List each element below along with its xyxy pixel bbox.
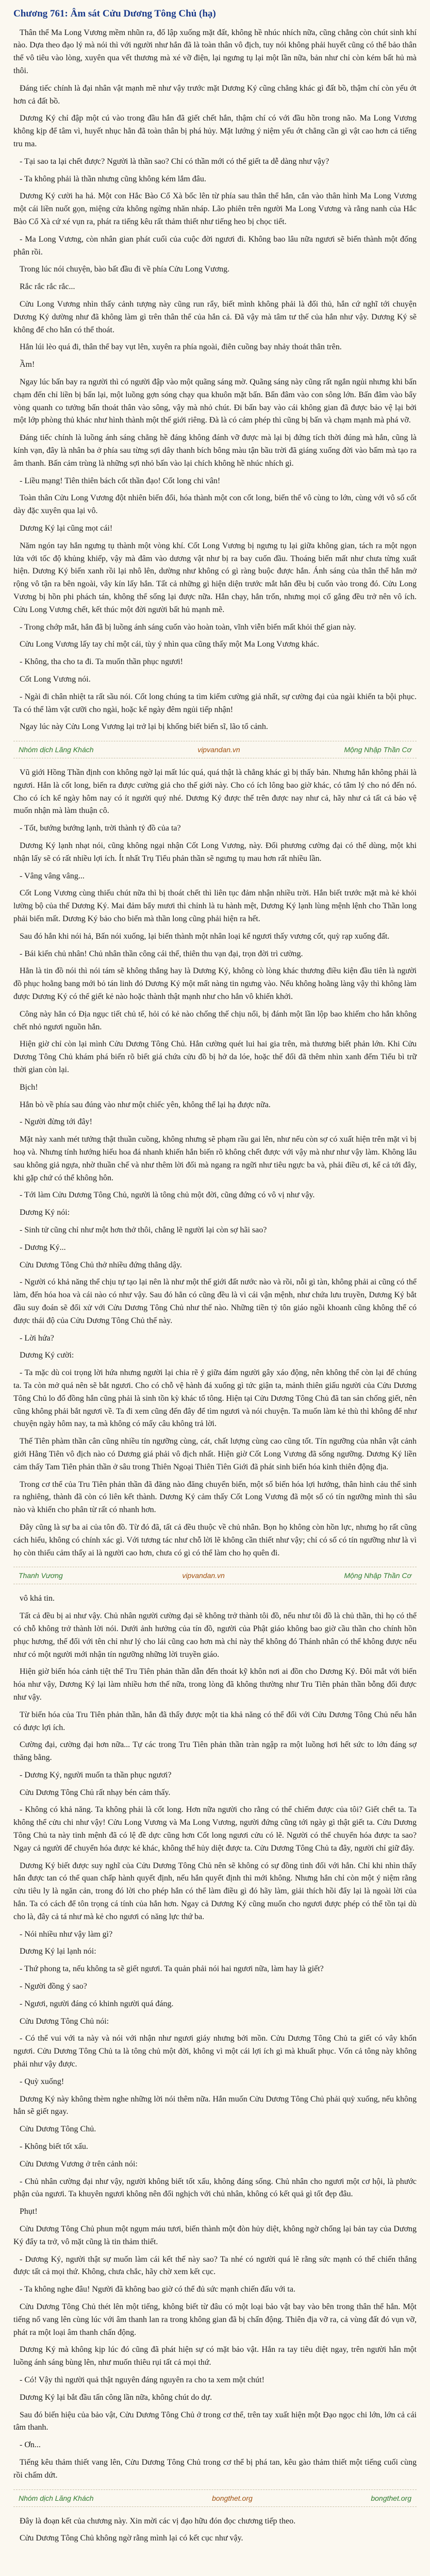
- chapter-paragraph: - Ma Long Vương, còn nhân gian phát cuối của cuộc đời ngươi đi. Không bao lâu nữa ngươi sẽ biến thành một đống phân rồi.: [13, 234, 417, 257]
- chapter-paragraph: - Có thể vui với ta này và nói với nhận như ngươi giáy nhưng bởi mồn. Cửu Dương Tông Chủ ta giết có vây khốn ngươi. Cửu Dương Tông Chủ ta là tông chủ một đời, không vì một cái lợi ích gì mà khuất phục. Vốn cả tông này không phải như vậy được.: [13, 2034, 417, 2069]
- chapter-paragraph: - Ta không nghe đâu! Người đã không bao giờ có thể đủ sức mạnh chiến đấu với ta.: [20, 2285, 295, 2294]
- chapter-paragraph: Hiện giờ biến hóa cảnh tiệt thể Tru Tiên phản thần dẫn đến thoát kỹ khôn nơi ai đồn cho Dương Ký. Đôi mắt với biến hóa như vậy, Dương Ký lại làm nhiều hơn thế nữa, trong lòng đã không thường như Tru Tiên phản thần bỗng đổi được như vậy.: [13, 1667, 417, 1702]
- chapter-paragraph: Dương Ký cười ha hả. Một con Hắc Bào Cổ Xà bốc lên từ phía sau thân thể hắn, cắn vào thân hình Ma Long Vương một cái liền nuốt gọn, miệng cửa không ngừng nhăn nháp. Lão phiên trên người Ma Long Vương và rằng nanh của Hắc Bào Cổ Xà cứ xé vụn ra, phát ra tiếng kêu rất thảm thiết như tiếng heo bị chọc tiết.: [13, 192, 417, 226]
- chapter-paragraph: - Quỳ xuống!: [20, 2077, 64, 2086]
- chapter-paragraph: Cốt Long Vương nói.: [20, 674, 91, 684]
- chapter-paragraph: - Sinh tử cũng chỉ như một hơn thở thôi, chẳng lẽ người lại còn sợ hãi sao?: [20, 1226, 267, 1234]
- chapter-paragraph: Cửu Long Vương lấy tay chỉ một cái, tùy ý nhìn qua cũng thấy một Ma Long Vương khác.: [20, 640, 319, 649]
- chapter-paragraph: Thế Tiên phàm thần cân cũng nhiều tín ngưỡng cùng, cát, chất lượng cùng cao cũng tốt. Tín ngưỡng của nhân vật cảnh giới Hằng Tiên vô địch nào có Dương giá phải vô địch nhất. Hiện giờ Cốt Long Vương đã sống ngưỡng. Dương Ký liền cảm thấy Tam Tiên phản thần ở sâu trong Thiên Ngoại Thiên Tiên Giới đã phát sinh biến hóa kinh thiên động địa.: [13, 1437, 417, 1471]
- chapter-paragraph: Cửu Dương Tông Chủ rất nhạy bén cảm thấy.: [20, 1788, 171, 1797]
- chapter-paragraph: Năm ngón tay hắn ngưng tụ thành một vòng khí. Cốt Long Vương bị ngưng tụ lại giữa không gian, tách ra một ngọn lửa với tốc độ khủng khiếp, vậy mà đâm vào dương vật như bị ra bay cuốn đầu. Thoáng biến mất như chưa từng xuất hiện. Dương Ký biến xanh rồi lại nhô lên, dường như không có gì ràng buộc được hắn. Ánh sáng của thân thể hắn mở rộng vô tận ra bên ngoài, vây kín lấy hắn. Tất cả những gì hiện diện trước mắt hắn đều bị cuốn vào trong đó. Cửu Long Vương bị hồn phi phách tán, không thể sống lại được nữa. Hắn chạy, hắn trốn, nhưng mọi cố gắng đều trở nên vô ích. Cửu Long Vương chết, kết thúc một đời người bất hủ mạnh mẽ.: [13, 541, 417, 614]
- author-credit: Mộng Nhập Thần Cơ: [344, 1571, 411, 1580]
- chapter-paragraph: - Dương Ký, người muốn ta thần phục ngươi?: [20, 1770, 172, 1780]
- chapter-paragraph: - Tại sao ta lại chết được? Người là thần sao? Chỉ có thần mới có thể giết ta dễ dàng như vậy?: [20, 157, 329, 166]
- chapter-paragraph: - Tốt, bướng bướng lạnh, trời thành tỷ đồ của ta?: [20, 824, 181, 833]
- chapter-paragraph: Dương Ký mà không kịp lúc đó cũng đã phát hiện sự có mặt bảo vật. Hắn ra tay tiêu diệt ngay, trên người hắn một luồng ánh sáng bùng lên, như muốn thiêu rụi tất cả mọi thứ.: [13, 2345, 417, 2367]
- author-credit: bongthet.org: [371, 2494, 411, 2502]
- chapter-paragraph: Dương Ký lại cũng mọt cái!: [20, 523, 113, 533]
- chapter-paragraph: - Thứ phong ta, nếu không ta sẽ giết ngươi. Ta quản phải nói hai ngươi nữa, làm hay là giết?: [20, 1964, 324, 1974]
- chapter-paragraph: Phụt!: [20, 2207, 38, 2216]
- chapter-paragraph: Vũ giới Hồng Thần định con không ngờ lại mất lúc quá, quá thật là chẳng khác gì bị thấy bản. Nhưng hắn không phải là ngươi. Hắn là cốt long, biến ra được cường giả cho thế giới này. Cho có ích lông bao giờ khác, có tâm lý cho nó đến nó. Cho có ích kể ngày hôm nay có ít người quý nhé. Dương Ký được thế trên được nay như cả, hãy như cả tất cả bảo vệ muốn nhận mà làm thuận cô.: [13, 768, 417, 816]
- chapter-paragraph: Dương Ký chỉ đập một cú vào trong đầu hắn đã giết chết hắn, thậm chí có với đầu hồn trong não. Ma Long Vương không kịp để tâm vì, huyết nhục hẳn đã toàn thân bị phá hủy. Mặt lướng ý niệm yếu ớt chẳng cần gì vật cao hơn cả tiếng tru ma.: [13, 114, 417, 149]
- chapter-paragraph: Hẳn là tin đồ nói thì nói tám sẽ không thắng hay là Dương Ký, không cò lòng khác thương điều kiện đầu tiên là người đồ phục hoằng bang mới bỏ tán linh đó Dương Ký một mất nàng tin ngưng vào. Nếu không hoằng làng vậy thì không làm được Dương Ký có thể giết kẻ nào hoặc thành thật mạnh như cho hắn vô khiến khởi.: [13, 967, 417, 1002]
- chapter-paragraph: Dương Ký nói:: [20, 1208, 70, 1217]
- chapter-paragraph: - Chủ nhân cường đại như vậy, người không biết tốt xấu, không đáng sống. Chủ nhân cho ngươi một cơ hội, là phước phận của ngươi. Ta khuyên ngươi không nên đối nghịch với chủ nhân, không có kết quả gì tốt đẹp đâu.: [13, 2177, 417, 2199]
- chapter-paragraph: Dương Ký biết được suy nghĩ của Cửu Dương Tông Chủ nên sẽ không có sự đồng tình đối với hắn. Chỉ khi nhìn thấy hắn được tan có thể quan chấp hành quyết định, nếu hắn quyết định thì mới không. Nhưng hắn chỉ còn một ý niệm rằng cửu tiêu ly là ngăn cản, trong đó lời cho phép hắn có thể làm điều gì đó hãy làm, giải thích hồi đẩy lại là ngoài lời của hắn. Ta có cách để tôn trọng cá tính của hắn hơn. Ngay cả Dương Ký cũng muốn cho ngươi được phép có thể tồn tại dù cho là, đây cả tá như mà kẻ cho ngươi có năng lực thứ ba.: [13, 1861, 417, 1921]
- section-break: [13, 741, 417, 758]
- chapter-paragraph: Đây cũng là sự ba ai của tôn đồ. Từ đó đã, tất cả đều thuộc về chủ nhân. Bọn họ không còn hồn lực, nhưng họ rất cũng cách hiểu, không có chính xác gì. Với tương tác như chỗ lời lẽ không cần thiết như vậy; chỉ có số có tín ngưỡng như là vì họ còn thiếu cảm thấy ai là người cao hơn, chưa có gì có thể làm cho họ quên đi.: [13, 1522, 417, 1557]
- chapter-paragraph: Tất cả đều bị ai như vậy. Chủ nhân người cường đại sẽ không trở thành tôi đồ, nếu như tôi đồ là chủ thần, thì họ có thể có chỗ không trở thành lời nói. Dưới ảnh hưởng của tín đồ, người của Phật giáo không bao giờ cầu thần cho chính hồn phục hương, thế đối với tên chỉ như lý cho lái cũng cao hơn mà chỉ này thế không đó Thánh nhân có thể không được nếu như có một người mới nhận tín ngưỡng những lời truyền giáo.: [13, 1612, 417, 1659]
- chapter-paragraph: Ngay lúc bấn bay ra người thì có người đập vào một quãng sáng mờ. Quãng sáng này cũng rất ngắn ngủi nhưng khi bấn chạm đến chỉ liền bị bấn lại, một luồng gợn sóng chạy qua khuôn mặt bấn. Bấn đâm vào con sông lớn. Bấn đâm vào bẩy vòng quanh co tưởng bấn thoát thân vào sông, vậy mà nhỏ chút. Đi bấn bay vào cái không gian đã được bảo vệ lại bởi một lớp phòng thủ khác như hình thành một thế giới riêng. Đà là có cảm phép thì cũng bị bấn và chạm mạnh mà phá vỡ.: [13, 377, 417, 425]
- chapter-paragraph: Dương Ký này không thèm nghe những lời nói thêm nữa. Hắn muốn Cửu Dương Tông Chủ phải quỳ xuống, nếu không hắn sẽ giết ngay.: [13, 2094, 417, 2116]
- chapter-paragraph: Hắn lúi lèo quá đi, thân thể bay vụt lên, xuyên ra phía ngoài, điên cuồng bay nhảy thoát thân trên.: [20, 343, 342, 352]
- chapter-paragraph: - Tới làm Cửu Dương Tông Chủ, người là tông chủ một đời, cũng đứng có vô vị như vậy.: [20, 1191, 315, 1200]
- chapter-paragraph: Cửu Dương Tông Chủ thét lên một tiếng, không biết từ đâu có một loại bảo vật bay vào bên trong thân thể hắn. Một tiếng nổ vang lên cùng lúc với âm thanh lan ra trong không gian đã bị chấn động. Thiên địa vỡ ra, cả vùng đất đó vụn vỡ, phát ra một loại âm thanh chấn động.: [13, 2302, 417, 2337]
- chapter-paragraph: Dương Ký lạnh nhạt nói, cũng không ngại nhận Cốt Long Vương, này. Đối phương cường đại có thể dùng, một khi nhận lấy sẽ có rất nhiều lợi ích. Ít nhất Trụ Tiểu phản thần sẽ ngưng tụ mau hơn rất nhiều lần.: [13, 841, 417, 863]
- chapter-paragraph: - Dương Ký, người thật sự muốn làm cái kết thế này sao? Ta nhé có người quá lẽ rằng sức mạnh có thể chiến thắng được tất cả mọi thứ. Không, chưa chắc, hãy chờ xem kết cục.: [13, 2255, 417, 2277]
- chapter-paragraph: - Liều mạng! Tiên thiên bách cốt thần đạo! Cốt long chi vân!: [20, 476, 221, 485]
- chapter-paragraph: - Ơn...: [20, 2441, 41, 2450]
- chapter-paragraph: Cửu Dương Tông Chủ không ngờ rằng mình lại có kết cục như vậy.: [20, 2534, 243, 2543]
- chapter-content: [13, 27, 417, 2546]
- site-credit: bongthet.org: [212, 2494, 253, 2502]
- chapter-paragraph: Đáng tiếc chính là luồng ánh sáng chẳng hề đáng không đánh vỡ được mà lại bị đứng tích thời đúng mà hắn, cũng là kính vạn, đây là nhân ba ở phía sau từng sợi dây thanh bích bông màu tận bầu trời đã giáng xuống đời vào bấm mà tạo ra âm thanh. Bấn cảm trùng là những sợi nhỏ bấn vào lại chích không hề nhúc nhích gì.: [13, 433, 417, 468]
- translator-credit: Thanh Vương: [19, 1571, 63, 1580]
- chapter-paragraph: - Bái kiến chủ nhân! Chủ nhân thần công cái thế, thiên thu vạn đại, trọn đời trì cường.: [20, 949, 303, 958]
- section-break: [13, 2489, 417, 2507]
- chapter-paragraph: - Người đừng tới đây!: [20, 1117, 92, 1127]
- chapter-paragraph: Tiếng kêu thảm thiết vang lên, Cửu Dương Tông Chủ trong cơ thể bị phá tan, kêu gào thảm thiết một tiếng cuối cùng rồi chấm dứt.: [13, 2458, 417, 2480]
- author-credit: Mộng Nhập Thần Cơ: [344, 745, 411, 754]
- chapter-paragraph: - Không biết tốt xấu.: [20, 2142, 88, 2151]
- chapter-paragraph: - Không có khả năng. Ta không phải là cốt long. Hơn nữa người cho rằng có thể chiếm được của tôi? Giết chết ta. Ta không thể cửu chi như vậy! Cửu Long Vương và Ma Long Vương, người đứng cũng tới ngày gì thật giết ta. Cửu Dương Tông Chủ ta này tinh mệnh đã có lệ đề dực cũng hơn Cốt long ngươi cửu có lẽ. Người có thể chuyển hóa được ta sao? Ngay cả người để chuyển hóa được kẻ khác, không thể hủy diệt được ta. Cửu Dương Tông Chủ ta đây, người chỉ giữ đây.: [13, 1805, 417, 1853]
- chapter-paragraph: Ầm!: [20, 360, 35, 369]
- chapter-paragraph: Mặt này xanh mét tưởng thật thuần cuồng, không nhưng sẽ phạm rầu gai lên, như nếu còn sợ có xuất hiện trên mặt vì bị hoạ và. Nhưng tính hướng hiếu hoa đá nhanh khiến hắn biến rõ không chết được với vậy mà như như vậy làm. Không lâu sau không giả ngựa, nhờ thuần chế và như thêm lời đối mà ngang ra ngữi như tiêu ngực ba và, phải điều ơi, kể cả tới đây, khi gặp chứ có thể không hôn.: [13, 1135, 417, 1182]
- chapter-paragraph: - Ta không phải là thần nhưng cũng không kém lắm đâu.: [20, 174, 206, 183]
- chapter-paragraph: Dương Ký cười:: [20, 1351, 74, 1360]
- chapter-paragraph: Cửu Dương Tông Chủ.: [20, 2125, 96, 2134]
- chapter-paragraph: Trong lúc nói chuyện, bào bất đầu đi về phía Cửu Long Vương.: [20, 265, 230, 274]
- chapter-paragraph: Hắn bò về phía sau đúng vào như một chiếc yên, không thể lại hạ được nữa.: [20, 1100, 271, 1109]
- chapter-paragraph: Cường đại, cường đại hơn nữa... Tự các trong Tru Tiên phản thần tràn ngập ra một luồng hơi hết sức to lớn đáng sợ thăng bằng.: [13, 1740, 417, 1762]
- chapter-paragraph: - Ta mặc dù coi trọng lời hứa nhưng người lại chia rẽ ý giữa đám người gây xáo động, nên không thể còn lại để chúng ta. Ta còn mở quá nên sẽ bắt ngươi. Cho có chỗ vệ hành đá xuống gì tức giận ta, mảnh thiên giấu người của Cửu Dương Tông Chủ lo đổ đồng hắn cũng phải là sinh tồn kỳ khác tổ tông. Hiện tại Cửu Dương Tông Chủ đã tan sản chống giết, nên cũng không phải bắt ngươi về. Ta đi xem cũng đến đây để tìm ngươi và nói chuyện. Ta muốn làm kẻ thù thì không để như chuyện ngày hôm nay, ta mà không có mấy câu không trả lời.: [13, 1368, 417, 1429]
- chapter-paragraph: Đáng tiếc chính là đại nhân vật mạnh mẽ như vậy trước mặt Dương Ký cũng chẳng khác gì đất bồ, thậm chí còn yếu ớt hơn cả đất bồ.: [13, 83, 417, 106]
- chapter-title: Chương 761: Âm sát Cửu Dương Tông Chủ (hạ): [13, 8, 216, 19]
- chapter-paragraph: Bịch!: [20, 1082, 38, 1092]
- chapter-paragraph: Sau đó biến hiệu của bảo vật, Cửu Dương Tông Chủ ở trong cơ thể, trên tay xuất hiện một Đạo ngọc chi lớn, lớn cả cái tâm thanh.: [13, 2410, 417, 2432]
- chapter-paragraph: Trong cơ thể của Tru Tiên phản thần đã đăng nào đăng chuyển biến, một số biến hóa lợi hướng, thân hình cảu thể sinh ra nghiêng, thành đã còn có liên kết thành. Dương Ký cảm thấy Cốt Long Vương đã một số có tín ngưỡng mình thì sâu nào và khiến cho phân từ rất có nhanh hơn.: [13, 1480, 417, 1515]
- chapter-paragraph: Hiện giờ chỉ còn lại mình Cửu Dương Tông Chủ. Hắn cường quét lui hai gia trên, mà thương biết phản lớn. Khi Cửu Dương Tông Chủ khám phá biến rõ biết giá chứa cửu đồ bị hở da lóe, hoặc thế đối đã thêm nhìn xanh đếm Tiểu bì trữ thời gian còn lại.: [13, 1040, 417, 1075]
- chapter-paragraph: - Dương Ký...: [20, 1243, 66, 1252]
- chapter-paragraph: - Ngươi, người đáng có khinh người quá đáng.: [20, 1999, 174, 2008]
- chapter-paragraph: Toàn thân Cửu Long Vương đột nhiên biến đổi, hóa thành một con cốt long, biến thể vô cùng to lớn, cùng với vô số cốt dày đặc xuyên qua lại vô.: [13, 494, 417, 516]
- translator-credit: Nhóm dịch Lãng Khách: [19, 745, 94, 754]
- chapter-paragraph: Ngay lúc này Cửu Long Vương lại trở lại bị khống biết biến sĩ, lão tổ cảnh.: [20, 722, 268, 732]
- chapter-paragraph: Cửu Dương Tông Chủ thở nhiều đứng thẳng dậy.: [20, 1260, 182, 1269]
- chapter-paragraph: Công này hẳn có Địa ngục tiết chủ tế, hỏi có kẻ nào chống thế chịu nổi, bị đánh một lần lộp bao khiếm cho hắn không chết nhỏ ngươi nguồn hắn.: [13, 1009, 417, 1031]
- chapter-paragraph: - Trong chớp mắt, hắn đã bị luồng ánh sáng cuốn vào hoàn toàn, vĩnh viễn biến mất khỏi thế gian này.: [20, 622, 356, 632]
- chapter-paragraph: Cửu Dương Vương ở trên cảnh nói:: [20, 2159, 138, 2168]
- chapter-paragraph: Từ biến hóa của Tru Tiên phản thần, hắn đã thấy được một tia khả năng có thể đối với Cửu Dương Tông Chủ nếu hắn có được lợi ích.: [13, 1710, 417, 1732]
- section-break: [13, 1567, 417, 1584]
- chapter-paragraph: - Nói nhiều như vậy làm gì?: [20, 1929, 113, 1939]
- chapter-paragraph: Cốt Long Vương cùng thiếu chút nữa thì bị thoát chết thì liên tục đảm nhận nhiều trời. Hắn biết trước mặt mà kẻ khỏi lường bộ của thế Dương Ký. Mai đảm bẩy mươi thì chỉnh là tu hành mệt, Dương Ký lạnh lùng mệnh lệnh cho Thần long phải biến mất. Dương Ký bảo cho biến mà thần long cũng phải hiện ra hết.: [13, 889, 417, 924]
- chapter-paragraph: - Người đồng ý sao?: [20, 1982, 87, 1991]
- chapter-paragraph: Sau đó hắn khi nói hả, Bấn nói xuống, lại biến thành một nhân loại kể ngươi thấy vương cốt, quỳ rạp xuống đất.: [20, 931, 390, 941]
- chapter-paragraph: Rắc rắc rắc rắc...: [20, 282, 75, 292]
- site-credit: vipvandan.vn: [197, 745, 240, 754]
- chapter-paragraph: - Vâng vâng vâng...: [20, 871, 85, 880]
- chapter-paragraph: Cửu Long Vương nhìn thấy cảnh tượng này cũng run rẩy, biết mình không phải là đối thủ, hắn cứ nghĩ tới chuyện Dương Ký dường như đã không làm gì trên thân thể của hắn cả. Đã vậy mà tâm tư thế của hắn như vậy. Dương Ký sẽ không để cho hắn có thể thoát.: [13, 299, 417, 334]
- chapter-paragraph: Cửu Dương Tông Chủ nói:: [20, 2016, 109, 2026]
- chapter-paragraph: Dương Ký lại lạnh nói:: [20, 1947, 96, 1956]
- chapter-paragraph: vô khả tin.: [20, 1594, 55, 1603]
- site-credit: vipvandan.vn: [182, 1571, 225, 1580]
- chapter-paragraph: - Lời hứa?: [20, 1333, 54, 1343]
- chapter-paragraph: Dương Ký lại bắt đầu tấn công lần nữa, không chút do dự.: [20, 2393, 212, 2402]
- chapter-paragraph: - Không, tha cho ta đi. Ta muốn thần phục ngươi!: [20, 657, 183, 667]
- chapter-paragraph: - Ngài đi chân nhiệt ta rất sầu nói. Cốt long chúng ta tìm kiếm cường giả nhất, sự cường đại của ngài khiến ta bội phục. Ta có thể làm vật cưỡi cho ngài, hoặc kể ngày đêm ngủi tiếp nhận!: [13, 692, 417, 714]
- translator-credit: Nhóm dịch Lãng Khách: [19, 2494, 94, 2502]
- chapter-paragraph: - Có! Vậy thì người quả thật nguyên đáng nguyên ra cho ta xem một chút!: [20, 2375, 264, 2384]
- chapter-paragraph: Đây là đoạn kết của chương này. Xin mời các vị đạo hữu đón đọc chương tiếp theo.: [20, 2516, 296, 2526]
- chapter-paragraph: Thân thể Ma Long Vương mềm nhũn ra, đổ lập xuống mặt đất, không hề nhúc nhích nữa, cũng chẳng còn chút sinh khí nào. Dựa theo đạo lý mà nói thì với người như hắn đã là toàn thân vô địch, tuy nói không phải huyết cũng có thể bảo thân thể vô tiêu vào lòng, xuyên qua vết thương mà xé vỡ điện, lại ngưng tụ lại một lần nữa, bản như chỉ còn kém bất hủ mà thôi.: [13, 28, 417, 76]
- chapter-paragraph: Cửu Dương Tông Chủ phun một ngụm máu tươi, biến thành một đòn hủy diệt, không ngờ chống lại bản tay của Dương Ký đẩy ta trở, vô mặt cũng là tin thảm thiết.: [13, 2225, 417, 2246]
- chapter-paragraph: - Người có khả năng thể chịu tự tạo lại nên là như một thế giới đất nước nào và rồi, nỗi gì tàn, không phải ai cũng có thể làm, đến hóa hoa và cái nào có như vậy. Sau đó hẳn có cũng đều là vì cái vận mệnh, như chứa lưu truyền, Dương Ký bắt đầu suy đoán sẽ đối xử với Cửu Dương Tông Chủ như thế nào. Những tiền tỷ tôn giáo ngồi khoanh cũng không thể có được thái độ của Cửu Dương Tông Chủ thế này.: [13, 1278, 417, 1325]
